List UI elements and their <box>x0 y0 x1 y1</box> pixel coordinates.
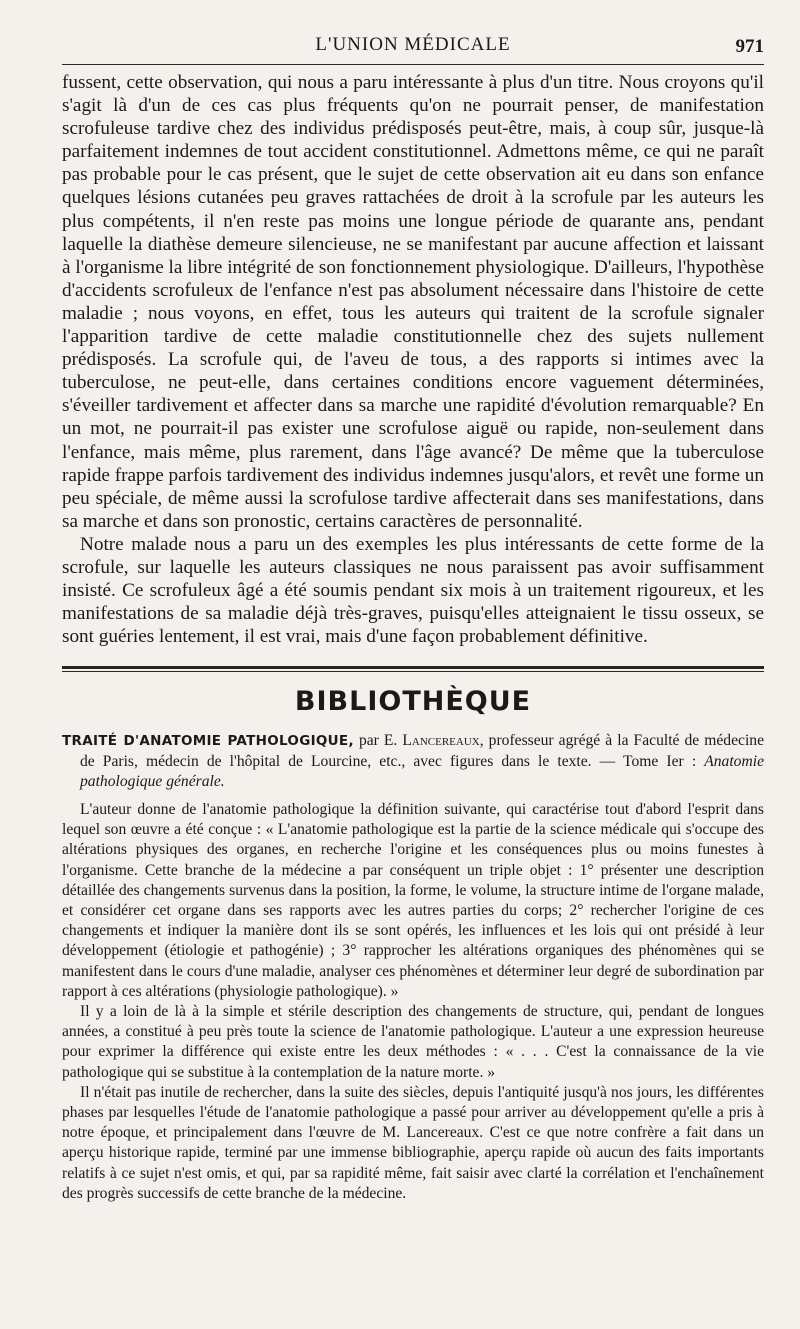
book-title: TRAITÉ D'ANATOMIE PATHOLOGIQUE, <box>62 733 354 750</box>
section-divider <box>62 666 764 672</box>
journal-title: L'UNION MÉDICALE <box>315 34 511 55</box>
book-entry <box>62 731 764 792</box>
book-review <box>62 731 764 1204</box>
review-paragraph: L'auteur donne de l'anatomie pathologique la définition suivante, qui caractérise tout d'abord l'esprit dans lequel son œuvre a été conçue : « L'anatomie pathologique est la partie de la science médicale qui s'occupe des altérations physiques des organes, en recherche l'origine et les conséquences plus ou moins funestes à l'organisme. Cette branche de la médecine a par conséquent un triple objet : 1° présenter une description détaillée des changements survenus dans la position, la forme, le volume, la structure intime de l'organe malade, et considérer cet organe dans ses rapports avec les autres parties du corps; 2° rechercher l'origine de ces changements et indiquer la manière dont ils se sont opérés, les influences et les lois qui ont présidé à leur développement (étiologie et pathogénie) ; 3° rapprocher les altérations organiques des phénomènes qui se manifestent dans le cours d'une maladie, analyser ces phénomènes et déterminer leur degré de subordination par rapport à ces altérations (physiologie pathologique). » <box>62 800 764 1000</box>
page-number: 971 <box>735 36 764 57</box>
article-paragraph: fussent, cette observation, qui nous a paru intéressante à plus d'un titre. Nous croyons qu'il s'agit là d'un de ces cas plus fréquents qu'on ne pourrait penser, de manifestation scrofuleuse tardive chez des individus prédisposés peut-être, mais, à coup sûr, jusque-là parfaitement indemnes de tout accident constitutionnel. Admettons même, ce qui ne paraît pas probable pour le cas présent, que le sujet de cette observation ait eu dans son enfance quelques lésions cutanées peu graves rattachées de droit à la scrofule par les auteurs les plus compétents, il n'en reste pas moins une longue période de quarante ans, pendant laquelle la diathèse demeure silencieuse, ne se manifestant par aucune affection et laissant à l'organisme la libre intégrité de son fonctionnement physiologique. D'ailleurs, l'hypothèse d'accidents scrofuleux de l'enfance n'est pas absolument nécessaire dans l'histoire de cette maladie ; nous voyons, en effet, tous les auteurs qui traitent de la scrofule signaler l'apparition tardive de cette maladie constitutionnelle chez des sujets nullement prédisposés. La scrofule qui, de l'aveu de tous, a des rapports si intimes avec la tuberculose, ne peut-elle, dans certaines conditions encore vaguement déterminées, s'éveiller tardivement et affecter dans sa marche une rapidité d'évolution remarquable? En un mot, ne pourrait-il pas exister une scrofulose aiguë ou rapide, non-seulement dans l'enfance, mais même, plus rarement, dans l'âge avancé? De même que la tuberculose rapide frappe parfois tardivement des individus indemnes jusqu'alors, et revêt une forme un peu spéciale, de même aussi la scrofulose tardive affecterait dans ses manifestations, dans sa marche et dans son pronostic, certains caractères de personnalité. <box>62 72 764 532</box>
article-paragraph: Notre malade nous a paru un des exemples les plus intéressants de cette forme de la scrofule, sur laquelle les auteurs classiques ne nous paraissent pas avoir suffisamment insisté. Ce scrofuleux âgé a été soumis pendant six mois à un traitement rigoureux, et les manifestations de sa maladie déjà très-graves, puisqu'elles atteignaient le tissu osseux, se sont guéries lentement, il est vrai, mais d'une façon probablement définitive. <box>62 533 764 648</box>
review-paragraph: Il n'était pas inutile de rechercher, dans la suite des siècles, depuis l'antiquité jusqu'à nos jours, les différentes phases par lesquelles l'étude de l'anatomie pathologique a passé pour arriver au développement qu'elle a pris à notre époque, et principalement dans l'œuvre de M. Lancereaux. C'est ce que notre confrère a fait dans un aperçu historique rapide, terminé par une immense bibliographie, aperçu rapide où aucun des faits importants relatifs à ce sujet n'est omis, et qui, par sa rapidité même, fait saisir avec clarté la corrélation et l'enchaînement des progrès successifs de cette branche de la médecine. <box>62 1083 764 1202</box>
review-paragraph: Il y a loin de là à la simple et stérile description des changements de structure, qui, pendant de longues années, a constitué à peu près toute la science de l'anatomie pathologique. L'auteur a une expression heureuse pour exprimer la différence qui existe entre les deux méthodes : « . . . C'est la connaissance de la vie pathologique qui se substitue à la contemplation de la nature morte. » <box>62 1002 764 1081</box>
book-by: par E. <box>353 732 403 750</box>
section-title: BIBLIOTHÈQUE <box>294 686 532 718</box>
article-body <box>62 71 764 648</box>
book-description: , professeur agrégé à la Faculté de médecine de Paris, médecin de l'hôpital de Lourcine, etc., avec figures dans le texte. — Tome Ier : <box>80 732 765 770</box>
running-header <box>62 30 764 65</box>
book-author: Lancereaux <box>402 732 480 750</box>
book-subtitle: Anatomie pathologique générale. <box>80 752 764 790</box>
